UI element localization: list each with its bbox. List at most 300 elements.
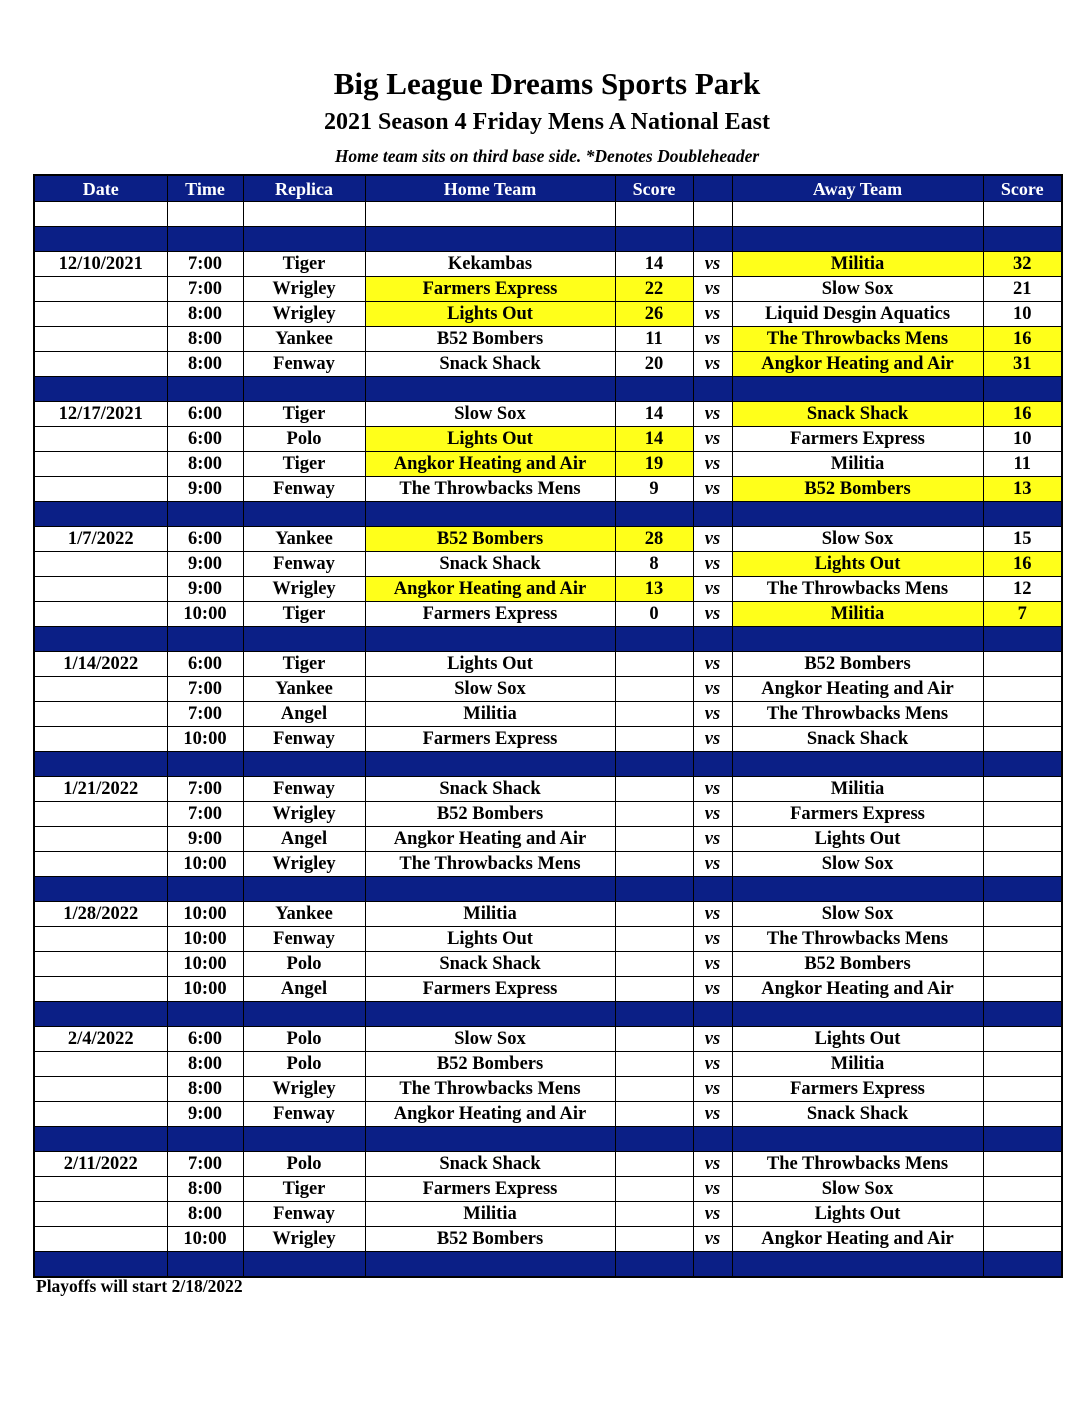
home-team: Lights Out	[365, 927, 615, 952]
game-replica: Fenway	[243, 477, 365, 502]
game-replica: Polo	[243, 952, 365, 977]
home-score	[615, 802, 693, 827]
game-replica: Fenway	[243, 1102, 365, 1127]
separator-cell	[243, 1252, 365, 1278]
game-date	[34, 577, 167, 602]
playoffs-note: Playoffs will start 2/18/2022	[36, 1276, 243, 1296]
separator-cell	[615, 227, 693, 252]
separator-cell	[983, 752, 1062, 777]
table-row	[34, 1052, 1062, 1077]
home-score	[615, 927, 693, 952]
page-note: Home team sits on third base side. *Denotes Doubleheader	[334, 146, 760, 166]
home-score	[615, 1227, 693, 1252]
vs-label: vs	[693, 427, 732, 452]
home-team: Snack Shack	[365, 552, 615, 577]
col-header-away-team: Away Team	[732, 175, 983, 202]
game-time: 9:00	[167, 552, 243, 577]
away-team: Snack Shack	[732, 402, 983, 427]
away-team: Lights Out	[732, 552, 983, 577]
away-team: B52 Bombers	[732, 952, 983, 977]
game-time: 10:00	[167, 727, 243, 752]
game-date	[34, 927, 167, 952]
vs-label: vs	[693, 402, 732, 427]
vs-label: vs	[693, 602, 732, 627]
table-row	[34, 952, 1062, 977]
separator-cell	[983, 227, 1062, 252]
game-replica: Fenway	[243, 352, 365, 377]
separator-cell	[167, 627, 243, 652]
home-score: 28	[615, 527, 693, 552]
table-row	[34, 677, 1062, 702]
separator-cell	[732, 627, 983, 652]
table-row	[34, 927, 1062, 952]
separator-cell	[365, 377, 615, 402]
separator-cell	[167, 1002, 243, 1027]
home-team: Militia	[365, 902, 615, 927]
home-team: Farmers Express	[365, 277, 615, 302]
away-score	[983, 802, 1062, 827]
away-score: 16	[983, 402, 1062, 427]
separator-cell	[34, 227, 167, 252]
table-row	[34, 1077, 1062, 1102]
game-replica: Yankee	[243, 327, 365, 352]
separator-cell	[615, 752, 693, 777]
home-team: Slow Sox	[365, 677, 615, 702]
table-row	[34, 702, 1062, 727]
blank-row	[34, 202, 1062, 227]
separator-cell	[167, 227, 243, 252]
away-score: 16	[983, 552, 1062, 577]
away-team: Militia	[732, 1052, 983, 1077]
home-team: Snack Shack	[365, 352, 615, 377]
home-score: 13	[615, 577, 693, 602]
away-team: Angkor Heating and Air	[732, 1227, 983, 1252]
vs-label: vs	[693, 702, 732, 727]
game-replica: Angel	[243, 702, 365, 727]
col-header-home-score: Score	[615, 175, 693, 202]
home-team: Angkor Heating and Air	[365, 577, 615, 602]
home-team: Angkor Heating and Air	[365, 1102, 615, 1127]
separator-row	[34, 377, 1062, 402]
game-date	[34, 702, 167, 727]
game-replica: Wrigley	[243, 852, 365, 877]
game-replica: Fenway	[243, 1202, 365, 1227]
game-time: 8:00	[167, 1052, 243, 1077]
game-time: 7:00	[167, 702, 243, 727]
away-team: The Throwbacks Mens	[732, 1152, 983, 1177]
game-time: 8:00	[167, 352, 243, 377]
separator-cell	[34, 627, 167, 652]
separator-cell	[34, 1127, 167, 1152]
separator-cell	[983, 877, 1062, 902]
game-time: 9:00	[167, 827, 243, 852]
away-score: 15	[983, 527, 1062, 552]
page-subtitle: 2021 Season 4 Friday Mens A National East	[323, 109, 771, 135]
separator-cell	[732, 752, 983, 777]
game-time: 6:00	[167, 652, 243, 677]
vs-label: vs	[693, 527, 732, 552]
table-row	[34, 302, 1062, 327]
blank-cell	[693, 202, 732, 227]
game-date	[34, 1102, 167, 1127]
home-team: The Throwbacks Mens	[365, 477, 615, 502]
separator-cell	[983, 1252, 1062, 1278]
home-score	[615, 1077, 693, 1102]
home-team: Kekambas	[365, 252, 615, 277]
game-replica: Wrigley	[243, 802, 365, 827]
col-header-away-score: Score	[983, 175, 1062, 202]
schedule-table	[33, 174, 1063, 1278]
separator-cell	[34, 377, 167, 402]
home-score	[615, 702, 693, 727]
separator-cell	[34, 1002, 167, 1027]
separator-cell	[693, 877, 732, 902]
vs-label: vs	[693, 852, 732, 877]
away-team: Liquid Desgin Aquatics	[732, 302, 983, 327]
home-team: Slow Sox	[365, 1027, 615, 1052]
game-date	[34, 727, 167, 752]
away-score	[983, 977, 1062, 1002]
table-row	[34, 1027, 1062, 1052]
separator-cell	[365, 1002, 615, 1027]
blank-cell	[365, 202, 615, 227]
vs-label: vs	[693, 302, 732, 327]
away-score	[983, 727, 1062, 752]
blank-cell	[34, 202, 167, 227]
separator-row	[34, 1252, 1062, 1278]
vs-label: vs	[693, 827, 732, 852]
home-score	[615, 652, 693, 677]
game-time: 7:00	[167, 677, 243, 702]
game-time: 7:00	[167, 1152, 243, 1177]
separator-cell	[693, 752, 732, 777]
separator-cell	[365, 502, 615, 527]
game-time: 7:00	[167, 802, 243, 827]
separator-cell	[243, 1002, 365, 1027]
game-replica: Yankee	[243, 677, 365, 702]
away-score	[983, 1202, 1062, 1227]
away-team: The Throwbacks Mens	[732, 327, 983, 352]
home-team: Snack Shack	[365, 777, 615, 802]
home-score	[615, 827, 693, 852]
away-team: Slow Sox	[732, 852, 983, 877]
table-row	[34, 1102, 1062, 1127]
game-time: 7:00	[167, 252, 243, 277]
separator-cell	[167, 752, 243, 777]
home-score: 14	[615, 252, 693, 277]
home-team: Militia	[365, 1202, 615, 1227]
home-team: Farmers Express	[365, 1177, 615, 1202]
separator-row	[34, 752, 1062, 777]
table-row	[34, 602, 1062, 627]
separator-cell	[693, 1002, 732, 1027]
header-row	[34, 175, 1062, 202]
away-score: 31	[983, 352, 1062, 377]
home-team: Lights Out	[365, 652, 615, 677]
game-replica: Polo	[243, 1152, 365, 1177]
away-score	[983, 1027, 1062, 1052]
vs-label: vs	[693, 727, 732, 752]
away-team: Slow Sox	[732, 902, 983, 927]
home-score: 8	[615, 552, 693, 577]
game-date: 12/17/2021	[34, 402, 167, 427]
game-date	[34, 277, 167, 302]
separator-cell	[34, 502, 167, 527]
game-time: 10:00	[167, 902, 243, 927]
away-score	[983, 652, 1062, 677]
game-time: 8:00	[167, 1177, 243, 1202]
away-team: Lights Out	[732, 1202, 983, 1227]
game-time: 9:00	[167, 1102, 243, 1127]
home-score	[615, 852, 693, 877]
separator-cell	[243, 627, 365, 652]
away-score	[983, 1052, 1062, 1077]
blank-cell	[243, 202, 365, 227]
separator-cell	[34, 752, 167, 777]
blank-cell	[167, 202, 243, 227]
separator-cell	[732, 1127, 983, 1152]
away-team: B52 Bombers	[732, 652, 983, 677]
vs-label: vs	[693, 577, 732, 602]
table-row	[34, 402, 1062, 427]
separator-cell	[365, 1252, 615, 1278]
separator-cell	[732, 502, 983, 527]
home-team: Snack Shack	[365, 1152, 615, 1177]
game-time: 10:00	[167, 927, 243, 952]
home-score	[615, 1027, 693, 1052]
home-score: 9	[615, 477, 693, 502]
away-score	[983, 777, 1062, 802]
game-date	[34, 302, 167, 327]
game-replica: Tiger	[243, 1177, 365, 1202]
table-row	[34, 452, 1062, 477]
away-team: The Throwbacks Mens	[732, 702, 983, 727]
home-team: B52 Bombers	[365, 527, 615, 552]
home-score	[615, 1177, 693, 1202]
game-replica: Fenway	[243, 777, 365, 802]
table-row	[34, 252, 1062, 277]
separator-row	[34, 877, 1062, 902]
game-replica: Tiger	[243, 452, 365, 477]
col-header-home-team: Home Team	[365, 175, 615, 202]
separator-cell	[693, 377, 732, 402]
separator-cell	[167, 377, 243, 402]
game-replica: Tiger	[243, 652, 365, 677]
home-score	[615, 902, 693, 927]
away-score	[983, 1102, 1062, 1127]
game-date	[34, 327, 167, 352]
home-score: 14	[615, 427, 693, 452]
separator-cell	[983, 377, 1062, 402]
game-replica: Polo	[243, 1027, 365, 1052]
vs-label: vs	[693, 452, 732, 477]
home-team: Lights Out	[365, 302, 615, 327]
game-replica: Tiger	[243, 252, 365, 277]
game-time: 10:00	[167, 852, 243, 877]
separator-cell	[615, 627, 693, 652]
table-row	[34, 427, 1062, 452]
home-team: Farmers Express	[365, 977, 615, 1002]
separator-cell	[693, 627, 732, 652]
game-date	[34, 852, 167, 877]
away-team: Militia	[732, 777, 983, 802]
home-score: 19	[615, 452, 693, 477]
separator-cell	[615, 1002, 693, 1027]
away-team: Snack Shack	[732, 1102, 983, 1127]
game-replica: Angel	[243, 977, 365, 1002]
game-date	[34, 477, 167, 502]
home-team: Lights Out	[365, 427, 615, 452]
table-row	[34, 1202, 1062, 1227]
vs-label: vs	[693, 977, 732, 1002]
table-row	[34, 852, 1062, 877]
game-date	[34, 1052, 167, 1077]
game-time: 10:00	[167, 952, 243, 977]
game-replica: Wrigley	[243, 1227, 365, 1252]
away-team: Angkor Heating and Air	[732, 977, 983, 1002]
game-replica: Tiger	[243, 602, 365, 627]
game-date	[34, 452, 167, 477]
game-date	[34, 802, 167, 827]
home-score: 14	[615, 402, 693, 427]
table-row	[34, 727, 1062, 752]
blank-cell	[615, 202, 693, 227]
separator-cell	[615, 1252, 693, 1278]
away-score	[983, 1177, 1062, 1202]
separator-cell	[243, 1127, 365, 1152]
game-date	[34, 1202, 167, 1227]
away-score: 10	[983, 302, 1062, 327]
game-time: 9:00	[167, 477, 243, 502]
home-team: B52 Bombers	[365, 1227, 615, 1252]
away-team: Snack Shack	[732, 727, 983, 752]
table-row	[34, 1227, 1062, 1252]
game-replica: Fenway	[243, 927, 365, 952]
home-team: Angkor Heating and Air	[365, 827, 615, 852]
game-date: 2/11/2022	[34, 1152, 167, 1177]
away-score: 7	[983, 602, 1062, 627]
table-row	[34, 652, 1062, 677]
home-team: B52 Bombers	[365, 327, 615, 352]
home-score: 26	[615, 302, 693, 327]
table-row	[34, 352, 1062, 377]
vs-label: vs	[693, 1177, 732, 1202]
separator-cell	[167, 502, 243, 527]
home-team: Snack Shack	[365, 952, 615, 977]
vs-label: vs	[693, 1077, 732, 1102]
away-team: Lights Out	[732, 1027, 983, 1052]
separator-cell	[732, 377, 983, 402]
vs-label: vs	[693, 677, 732, 702]
game-time: 8:00	[167, 1202, 243, 1227]
game-time: 6:00	[167, 402, 243, 427]
game-time: 6:00	[167, 527, 243, 552]
away-team: Angkor Heating and Air	[732, 677, 983, 702]
separator-row	[34, 1002, 1062, 1027]
schedule-body	[34, 202, 1062, 1278]
game-time: 8:00	[167, 1077, 243, 1102]
home-score	[615, 1152, 693, 1177]
game-replica: Fenway	[243, 552, 365, 577]
away-score: 21	[983, 277, 1062, 302]
away-score	[983, 927, 1062, 952]
game-time: 7:00	[167, 277, 243, 302]
game-time: 9:00	[167, 577, 243, 602]
home-team: Slow Sox	[365, 402, 615, 427]
away-score: 11	[983, 452, 1062, 477]
vs-label: vs	[693, 1052, 732, 1077]
away-team: Lights Out	[732, 827, 983, 852]
vs-label: vs	[693, 252, 732, 277]
separator-cell	[365, 227, 615, 252]
away-score	[983, 902, 1062, 927]
game-replica: Wrigley	[243, 302, 365, 327]
game-time: 10:00	[167, 1227, 243, 1252]
away-team: Slow Sox	[732, 527, 983, 552]
game-replica: Yankee	[243, 527, 365, 552]
col-header-replica: Replica	[243, 175, 365, 202]
separator-cell	[365, 752, 615, 777]
separator-cell	[167, 1127, 243, 1152]
vs-label: vs	[693, 327, 732, 352]
game-replica: Yankee	[243, 902, 365, 927]
away-score	[983, 852, 1062, 877]
game-replica: Tiger	[243, 402, 365, 427]
home-score	[615, 727, 693, 752]
separator-cell	[693, 1252, 732, 1278]
away-score	[983, 1077, 1062, 1102]
separator-cell	[34, 1252, 167, 1278]
game-replica: Wrigley	[243, 277, 365, 302]
separator-cell	[693, 227, 732, 252]
vs-label: vs	[693, 652, 732, 677]
home-team: Farmers Express	[365, 602, 615, 627]
away-score: 12	[983, 577, 1062, 602]
game-date: 12/10/2021	[34, 252, 167, 277]
away-team: Militia	[732, 252, 983, 277]
game-replica: Fenway	[243, 727, 365, 752]
vs-label: vs	[693, 1027, 732, 1052]
game-time: 6:00	[167, 427, 243, 452]
separator-cell	[365, 877, 615, 902]
separator-cell	[615, 1127, 693, 1152]
game-date: 2/4/2022	[34, 1027, 167, 1052]
separator-cell	[167, 1252, 243, 1278]
game-replica: Polo	[243, 1052, 365, 1077]
away-score: 13	[983, 477, 1062, 502]
vs-label: vs	[693, 1202, 732, 1227]
away-team: Militia	[732, 452, 983, 477]
table-row	[34, 477, 1062, 502]
home-team: The Throwbacks Mens	[365, 1077, 615, 1102]
game-time: 10:00	[167, 977, 243, 1002]
table-row	[34, 777, 1062, 802]
game-date	[34, 602, 167, 627]
col-header-date: Date	[34, 175, 167, 202]
separator-cell	[732, 227, 983, 252]
game-time: 8:00	[167, 302, 243, 327]
home-score	[615, 1102, 693, 1127]
separator-cell	[167, 877, 243, 902]
separator-row	[34, 502, 1062, 527]
table-row	[34, 902, 1062, 927]
separator-cell	[983, 1127, 1062, 1152]
away-team: The Throwbacks Mens	[732, 927, 983, 952]
table-row	[34, 277, 1062, 302]
table-row	[34, 1152, 1062, 1177]
table-row	[34, 327, 1062, 352]
away-score	[983, 1227, 1062, 1252]
